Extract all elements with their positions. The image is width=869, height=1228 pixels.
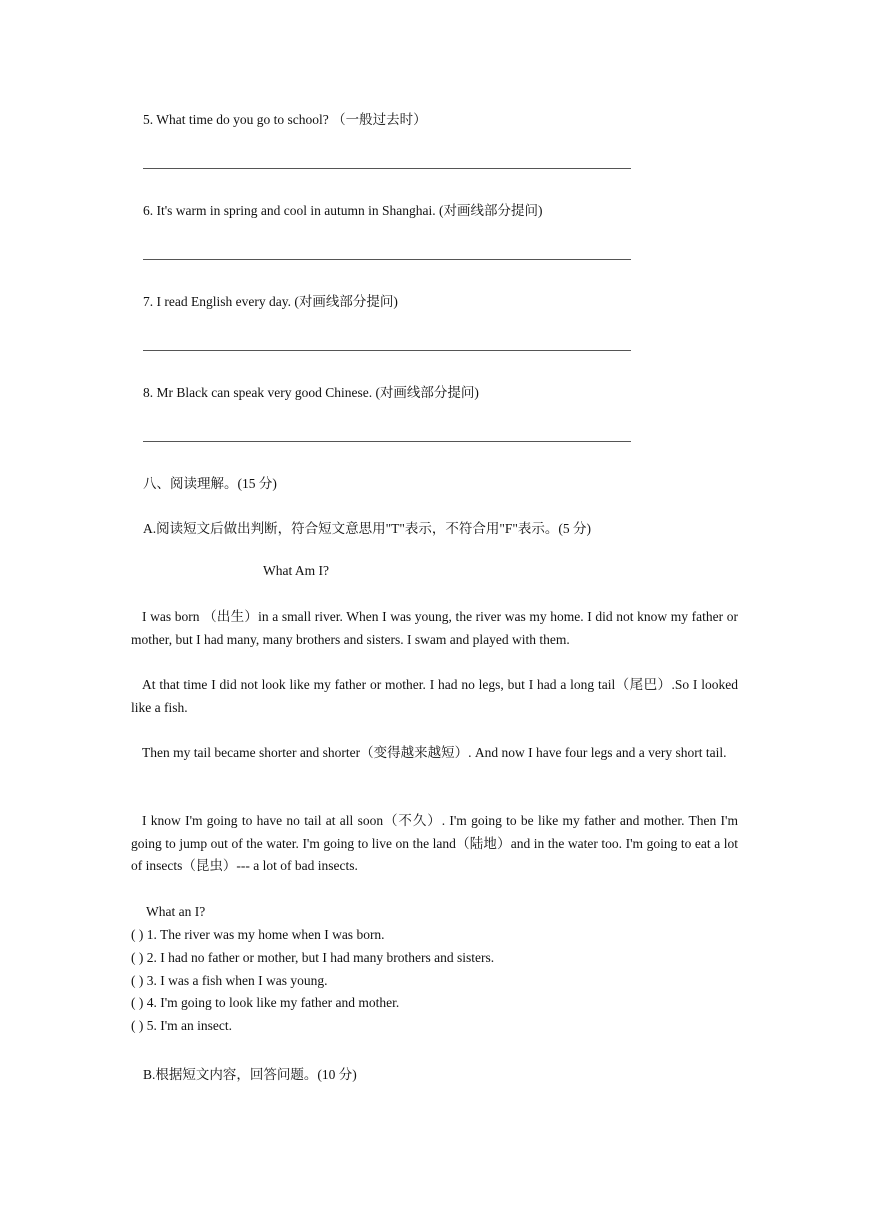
- part-a-instruction: A.阅读短文后做出判断，符合短文意思用"T"表示，不符合用"F"表示。(5 分): [143, 521, 592, 536]
- passage-paragraph-2: At that time I did not look like my father or mother. I had no legs, but I had a long tail（尾巴）.So I looked like a fish.: [131, 677, 738, 715]
- passage-paragraph-3: Then my tail became shorter and shorter（变得越来越短）. And now I have four legs and a very short tail.: [142, 745, 727, 760]
- tf-statement-5[interactable]: ( ) 5. I'm an insect.: [131, 1018, 233, 1033]
- answer-line-6[interactable]: [143, 259, 631, 260]
- passage-title: What Am I?: [263, 563, 329, 578]
- tf-statement-2[interactable]: ( ) 2. I had no father or mother, but I had many brothers and sisters.: [131, 950, 495, 965]
- tf-statement-4[interactable]: ( ) 4. I'm going to look like my father and mother.: [131, 995, 400, 1010]
- answer-line-7[interactable]: [143, 350, 631, 351]
- question-7: 7. I read English every day. (对画线部分提问): [143, 294, 398, 309]
- tf-statement-3[interactable]: ( ) 3. I was a fish when I was young.: [131, 973, 328, 988]
- part-b-instruction: B.根据短文内容，回答问题。(10 分): [143, 1067, 357, 1082]
- question-8: 8. Mr Black can speak very good Chinese. (对画线部分提问): [143, 385, 479, 400]
- answer-line-8[interactable]: [143, 441, 631, 442]
- passage-paragraph-1: I was born （出生）in a small river. When I was young, the river was my home. I did not know my father or mother, but I had many, many brothers and sisters. I swam and played with them.: [131, 609, 738, 647]
- section-heading: 八、阅读理解。(15 分): [143, 476, 277, 491]
- passage-paragraph-4: I know I'm going to have no tail at all soon（不久）. I'm going to be like my father and mother. Then I'm going to jump out of the water. I'm going to live on the land（陆地）and in the water too. I'm going to eat a lot of insects（昆虫）--- a lot of bad insects.: [131, 813, 738, 873]
- question-6: 6. It's warm in spring and cool in autumn in Shanghai. (对画线部分提问): [143, 203, 543, 218]
- question-5: 5. What time do you go to school? （一般过去时）: [143, 112, 427, 127]
- answer-line-5[interactable]: [143, 168, 631, 169]
- question-prompt: What an I?: [146, 904, 206, 919]
- tf-statement-1[interactable]: ( ) 1. The river was my home when I was born.: [131, 927, 385, 942]
